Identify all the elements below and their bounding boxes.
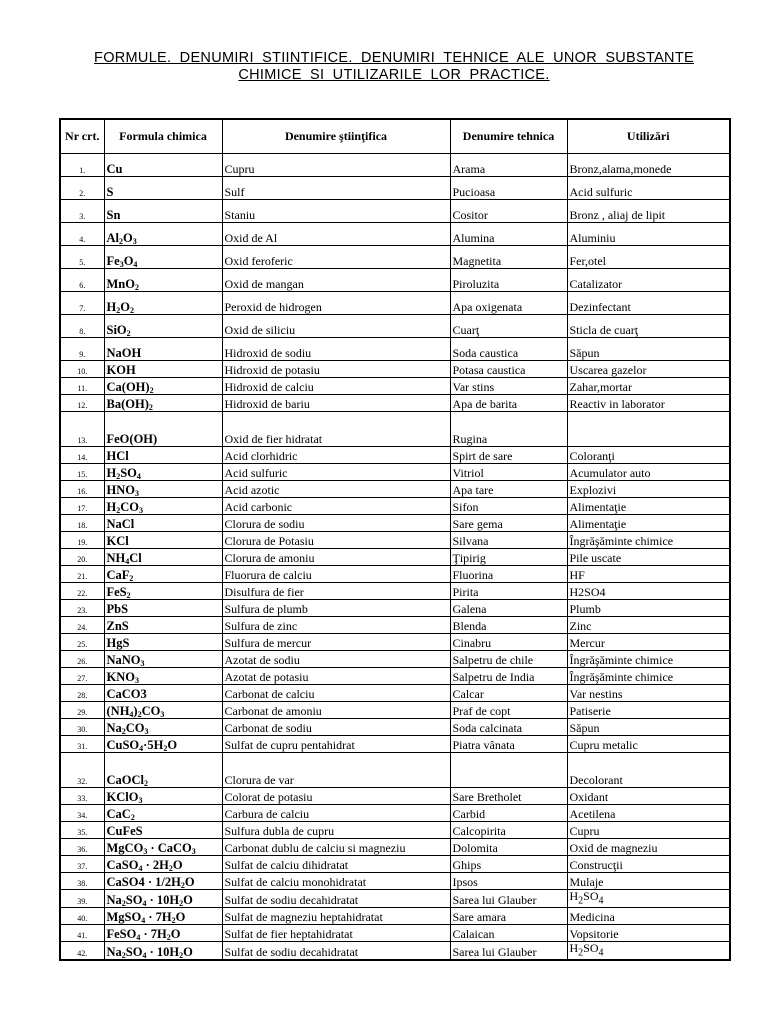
scientific-name-cell: Acid carbonic xyxy=(222,497,450,514)
technical-name-cell xyxy=(450,752,567,787)
scientific-name-cell: Carbonat de calciu xyxy=(222,684,450,701)
row-number: 19. xyxy=(60,531,104,548)
usage-cell: Vopsitorie xyxy=(567,924,730,941)
row-number: 41. xyxy=(60,924,104,941)
technical-name-cell: Sare gema xyxy=(450,514,567,531)
table-row xyxy=(60,360,730,377)
table-row xyxy=(60,787,730,804)
row-number: 38. xyxy=(60,872,104,889)
scientific-name-cell: Hidroxid de potasiu xyxy=(222,360,450,377)
table-row xyxy=(60,480,730,497)
row-number: 5. xyxy=(60,245,104,268)
scientific-name-cell: Colorat de potasiu xyxy=(222,787,450,804)
row-number: 26. xyxy=(60,650,104,667)
formula-cell: Sn xyxy=(104,199,222,222)
formula-cell: $KNO_3$ xyxy=(104,667,222,684)
usage-cell: Zahar,mortar xyxy=(567,377,730,394)
row-number: 3. xyxy=(60,199,104,222)
table-row xyxy=(60,565,730,582)
row-number: 37. xyxy=(60,855,104,872)
technical-name-cell: Cinabru xyxy=(450,633,567,650)
table-row xyxy=(60,804,730,821)
usage-cell: Oxidant xyxy=(567,787,730,804)
technical-name-cell: Galena xyxy=(450,599,567,616)
formula-cell: KCl xyxy=(104,531,222,548)
technical-name-cell: Silvana xyxy=(450,531,567,548)
technical-name-cell: Cuarţ xyxy=(450,314,567,337)
usage-cell: Săpun xyxy=(567,718,730,735)
usage-cell: Oxid de magneziu xyxy=(567,838,730,855)
row-number: 40. xyxy=(60,907,104,924)
formula-cell: CaCO3 xyxy=(104,684,222,701)
row-number: 20. xyxy=(60,548,104,565)
table-row xyxy=(60,337,730,360)
row-number: 1. xyxy=(60,153,104,176)
scientific-name-cell: Carbura de calciu xyxy=(222,804,450,821)
row-number: 11. xyxy=(60,377,104,394)
row-number: 39. xyxy=(60,889,104,907)
usage-cell: Cupru xyxy=(567,821,730,838)
header-nr: Nr crt. xyxy=(60,119,104,153)
scientific-name-cell: Sulfat de calciu dihidratat xyxy=(222,855,450,872)
formula-cell: $(NH_4)_2CO_3$ xyxy=(104,701,222,718)
scientific-name-cell: Sulfura dubla de cupru xyxy=(222,821,450,838)
technical-name-cell: Rugina xyxy=(450,411,567,446)
formula-cell: CaSO$_4$ · $2H_2O$ xyxy=(104,855,222,872)
technical-name-cell: Dolomita xyxy=(450,838,567,855)
technical-name-cell: Calcar xyxy=(450,684,567,701)
row-number: 28. xyxy=(60,684,104,701)
table-row xyxy=(60,176,730,199)
usage-cell: Bronz,alama,monede xyxy=(567,153,730,176)
scientific-name-cell: Clorura de Potasiu xyxy=(222,531,450,548)
technical-name-cell: Apa de barita xyxy=(450,394,567,411)
usage-cell: Îngrăşăminte chimice xyxy=(567,531,730,548)
table-row xyxy=(60,735,730,752)
usage-cell: Patiserie xyxy=(567,701,730,718)
scientific-name-cell: Clorura de sodiu xyxy=(222,514,450,531)
table-row xyxy=(60,855,730,872)
technical-name-cell: Magnetita xyxy=(450,245,567,268)
technical-name-cell: Piroluzita xyxy=(450,268,567,291)
scientific-name-cell: Oxid de siliciu xyxy=(222,314,450,337)
technical-name-cell: Salpetru de chile xyxy=(450,650,567,667)
row-number: 32. xyxy=(60,752,104,787)
formula-cell: $CuSO_4\cdot 5H_2O$ xyxy=(104,735,222,752)
formula-cell: Cu xyxy=(104,153,222,176)
table-row xyxy=(60,633,730,650)
row-number: 9. xyxy=(60,337,104,360)
scientific-name-cell: Sulfat de cupru pentahidrat xyxy=(222,735,450,752)
row-number: 18. xyxy=(60,514,104,531)
scientific-name-cell: Acid clorhidric xyxy=(222,446,450,463)
table-header-row xyxy=(60,119,730,153)
row-number: 4. xyxy=(60,222,104,245)
scientific-name-cell: Acid azotic xyxy=(222,480,450,497)
table-row xyxy=(60,889,730,907)
row-number: 7. xyxy=(60,291,104,314)
scientific-name-cell: Cupru xyxy=(222,153,450,176)
formula-cell: HgS xyxy=(104,633,222,650)
row-number: 23. xyxy=(60,599,104,616)
row-number: 12. xyxy=(60,394,104,411)
usage-cell: Explozivi xyxy=(567,480,730,497)
usage-cell: Medicina xyxy=(567,907,730,924)
header-stiintifica: Denumire ştiinţifica xyxy=(222,119,450,153)
technical-name-cell: Apa oxigenata xyxy=(450,291,567,314)
formula-cell: NaNO$_3$ xyxy=(104,650,222,667)
row-number: 8. xyxy=(60,314,104,337)
usage-cell: Pile uscate xyxy=(567,548,730,565)
formula-cell: MgCO$_3$ · CaCO$_3$ xyxy=(104,838,222,855)
row-number: 24. xyxy=(60,616,104,633)
row-number: 29. xyxy=(60,701,104,718)
technical-name-cell: Sarea lui Glauber xyxy=(450,941,567,960)
usage-cell: Decolorant xyxy=(567,752,730,787)
row-number: 25. xyxy=(60,633,104,650)
table-row xyxy=(60,616,730,633)
table-row xyxy=(60,222,730,245)
row-number: 6. xyxy=(60,268,104,291)
usage-cell: Zinc xyxy=(567,616,730,633)
header-formula: Formula chimica xyxy=(104,119,222,153)
formula-cell: $Ba(OH)_2$ xyxy=(104,394,222,411)
formula-cell: $Al_2O_3$ xyxy=(104,222,222,245)
scientific-name-cell: Sulf xyxy=(222,176,450,199)
technical-name-cell: Salpetru de India xyxy=(450,667,567,684)
scientific-name-cell: Sulfura de zinc xyxy=(222,616,450,633)
table-row xyxy=(60,497,730,514)
row-number: 22. xyxy=(60,582,104,599)
header-utilizari: Utilizări xyxy=(567,119,730,153)
scientific-name-cell: Staniu xyxy=(222,199,450,222)
table-row xyxy=(60,153,730,176)
scientific-name-cell: Carbonat de amoniu xyxy=(222,701,450,718)
table-row xyxy=(60,245,730,268)
technical-name-cell: Apa tare xyxy=(450,480,567,497)
row-number: 13. xyxy=(60,411,104,446)
scientific-name-cell: Sulfat de sodiu decahidratat xyxy=(222,889,450,907)
row-number: 17. xyxy=(60,497,104,514)
formula-cell: $Na_2SO_4 \cdot 10H_2O$ xyxy=(104,889,222,907)
row-number: 42. xyxy=(60,941,104,960)
scientific-name-cell: Hidroxid de bariu xyxy=(222,394,450,411)
scientific-name-cell: Peroxid de hidrogen xyxy=(222,291,450,314)
formula-cell: $Na_2CO_3$ xyxy=(104,718,222,735)
scientific-name-cell: Oxid de fier hidratat xyxy=(222,411,450,446)
scientific-name-cell: Oxid de mangan xyxy=(222,268,450,291)
formula-cell: CaSO4 · $1/2H_2O$ xyxy=(104,872,222,889)
table-row xyxy=(60,199,730,222)
usage-cell: $H_2SO_4$ xyxy=(567,889,730,907)
table-row xyxy=(60,463,730,480)
scientific-name-cell: Hidroxid de sodiu xyxy=(222,337,450,360)
usage-cell: Mulaje xyxy=(567,872,730,889)
usage-cell: Alimentaţie xyxy=(567,514,730,531)
technical-name-cell: Sare Bretholet xyxy=(450,787,567,804)
table-row xyxy=(60,650,730,667)
usage-cell: Dezinfectant xyxy=(567,291,730,314)
scientific-name-cell: Oxid feroferic xyxy=(222,245,450,268)
usage-cell: Săpun xyxy=(567,337,730,360)
table-row xyxy=(60,701,730,718)
table-row xyxy=(60,377,730,394)
usage-cell: Acid sulfuric xyxy=(567,176,730,199)
formula-cell: $Ca(OH)_2$ xyxy=(104,377,222,394)
usage-cell: H2SO4 xyxy=(567,582,730,599)
usage-cell: Catalizator xyxy=(567,268,730,291)
table-row xyxy=(60,821,730,838)
usage-cell: Îngrăşăminte chimice xyxy=(567,650,730,667)
title-line-1: FORMULE. DENUMIRI STIINTIFICE. DENUMIRI TEHNICE ALE UNOR SUBSTANTE xyxy=(94,50,694,66)
header-tehnica: Denumire tehnica xyxy=(450,119,567,153)
technical-name-cell: Var stins xyxy=(450,377,567,394)
technical-name-cell: Fluorina xyxy=(450,565,567,582)
technical-name-cell: Arama xyxy=(450,153,567,176)
table-row xyxy=(60,314,730,337)
usage-cell: Var nestins xyxy=(567,684,730,701)
scientific-name-cell: Carbonat de sodiu xyxy=(222,718,450,735)
scientific-name-cell: Hidroxid de calciu xyxy=(222,377,450,394)
usage-cell: Îngrăşăminte chimice xyxy=(567,667,730,684)
formula-cell: $HNO_3$ xyxy=(104,480,222,497)
scientific-name-cell: Oxid de Al xyxy=(222,222,450,245)
row-number: 31. xyxy=(60,735,104,752)
scientific-name-cell: Azotat de potasiu xyxy=(222,667,450,684)
usage-cell: Construcţii xyxy=(567,855,730,872)
technical-name-cell: Sifon xyxy=(450,497,567,514)
scientific-name-cell: Azotat de sodiu xyxy=(222,650,450,667)
technical-name-cell: Potasa caustica xyxy=(450,360,567,377)
technical-name-cell: Praf de copt xyxy=(450,701,567,718)
formula-cell: S xyxy=(104,176,222,199)
scientific-name-cell: Clorura de amoniu xyxy=(222,548,450,565)
technical-name-cell: Blenda xyxy=(450,616,567,633)
row-number: 36. xyxy=(60,838,104,855)
row-number: 33. xyxy=(60,787,104,804)
formula-cell: HCl xyxy=(104,446,222,463)
row-number: 30. xyxy=(60,718,104,735)
table-row xyxy=(60,394,730,411)
scientific-name-cell: Acid sulfuric xyxy=(222,463,450,480)
formula-cell: KClO$_3$ xyxy=(104,787,222,804)
scientific-name-cell: Sulfat de magneziu heptahidratat xyxy=(222,907,450,924)
usage-cell: Plumb xyxy=(567,599,730,616)
scientific-name-cell: Sulfura de mercur xyxy=(222,633,450,650)
table-row xyxy=(60,411,730,446)
table-row xyxy=(60,548,730,565)
usage-cell: Mercur xyxy=(567,633,730,650)
formula-cell: MnO$_2$ xyxy=(104,268,222,291)
table-row xyxy=(60,446,730,463)
technical-name-cell: Ipsos xyxy=(450,872,567,889)
technical-name-cell: Piatra vânata xyxy=(450,735,567,752)
technical-name-cell: Pirita xyxy=(450,582,567,599)
usage-cell: $H_2SO_4$ xyxy=(567,941,730,960)
usage-cell: Fer,otel xyxy=(567,245,730,268)
technical-name-cell: Vitriol xyxy=(450,463,567,480)
usage-cell: Acetilena xyxy=(567,804,730,821)
formula-cell: FeO(OH) xyxy=(104,411,222,446)
row-number: 2. xyxy=(60,176,104,199)
table-row xyxy=(60,582,730,599)
formula-cell: FeS$_2$ xyxy=(104,582,222,599)
usage-cell: HF xyxy=(567,565,730,582)
row-number: 34. xyxy=(60,804,104,821)
formula-cell: CuFeS xyxy=(104,821,222,838)
table-row xyxy=(60,531,730,548)
technical-name-cell: Ghips xyxy=(450,855,567,872)
technical-name-cell: Alumina xyxy=(450,222,567,245)
formula-cell: KOH xyxy=(104,360,222,377)
table-row xyxy=(60,924,730,941)
scientific-name-cell: Sulfat de calciu monohidratat xyxy=(222,872,450,889)
table-row xyxy=(60,667,730,684)
formula-cell: SiO$_2$ xyxy=(104,314,222,337)
scientific-name-cell: Fluorura de calciu xyxy=(222,565,450,582)
formula-cell: FeSO$_4$ · $7H_2O$ xyxy=(104,924,222,941)
formula-cell: $H_2SO_4$ xyxy=(104,463,222,480)
row-number: 21. xyxy=(60,565,104,582)
technical-name-cell: Sarea lui Glauber xyxy=(450,889,567,907)
formula-cell: $Na_2SO_4 \cdot 10H_2O$ xyxy=(104,941,222,960)
row-number: 15. xyxy=(60,463,104,480)
technical-name-cell: Calaican xyxy=(450,924,567,941)
table-row xyxy=(60,514,730,531)
formula-cell: CaF$_2$ xyxy=(104,565,222,582)
technical-name-cell: Cositor xyxy=(450,199,567,222)
usage-cell: Bronz , aliaj de lipit xyxy=(567,199,730,222)
technical-name-cell: Spirt de sare xyxy=(450,446,567,463)
formula-cell: PbS xyxy=(104,599,222,616)
title-line-2: CHIMICE SI UTILIZARILE LOR PRACTICE. xyxy=(238,67,550,83)
technical-name-cell: Soda calcinata xyxy=(450,718,567,735)
table-row xyxy=(60,872,730,889)
formula-cell: ZnS xyxy=(104,616,222,633)
usage-cell xyxy=(567,411,730,446)
usage-cell: Acumulator auto xyxy=(567,463,730,480)
usage-cell: Aluminiu xyxy=(567,222,730,245)
table-row xyxy=(60,838,730,855)
row-number: 10. xyxy=(60,360,104,377)
technical-name-cell: Soda caustica xyxy=(450,337,567,360)
technical-name-cell: Calcopirita xyxy=(450,821,567,838)
formula-cell: $Fe_3O_4$ xyxy=(104,245,222,268)
formula-cell: NaOH xyxy=(104,337,222,360)
formula-cell: $H_2CO_3$ xyxy=(104,497,222,514)
table-row xyxy=(60,718,730,735)
technical-name-cell: Carbid xyxy=(450,804,567,821)
usage-cell: Uscarea gazelor xyxy=(567,360,730,377)
formula-cell: CaOCl$_2$ xyxy=(104,752,222,787)
technical-name-cell: Ţipirig xyxy=(450,548,567,565)
technical-name-cell: Sare amara xyxy=(450,907,567,924)
scientific-name-cell: Sulfura de plumb xyxy=(222,599,450,616)
scientific-name-cell: Clorura de var xyxy=(222,752,450,787)
table-row xyxy=(60,752,730,787)
scientific-name-cell: Disulfura de fier xyxy=(222,582,450,599)
formula-cell: NaCl xyxy=(104,514,222,531)
formula-cell: $NH_4Cl$ xyxy=(104,548,222,565)
table-row xyxy=(60,268,730,291)
scientific-name-cell: Sulfat de fier heptahidratat xyxy=(222,924,450,941)
row-number: 16. xyxy=(60,480,104,497)
table-row xyxy=(60,291,730,314)
table-row xyxy=(60,941,730,960)
scientific-name-cell: Carbonat dublu de calciu si magneziu xyxy=(222,838,450,855)
technical-name-cell: Pucioasa xyxy=(450,176,567,199)
row-number: 35. xyxy=(60,821,104,838)
row-number: 14. xyxy=(60,446,104,463)
usage-cell: Alimentaţie xyxy=(567,497,730,514)
usage-cell: Reactiv in laborator xyxy=(567,394,730,411)
row-number: 27. xyxy=(60,667,104,684)
document-title xyxy=(60,50,728,84)
formula-cell: CaC$_2$ xyxy=(104,804,222,821)
formula-cell: $H_2O_2$ xyxy=(104,291,222,314)
scientific-name-cell: Sulfat de sodiu decahidratat xyxy=(222,941,450,960)
table-row xyxy=(60,907,730,924)
usage-cell: Cupru metalic xyxy=(567,735,730,752)
usage-cell: Sticla de cuarţ xyxy=(567,314,730,337)
table-row xyxy=(60,599,730,616)
usage-cell: Coloranţi xyxy=(567,446,730,463)
substances-table xyxy=(59,118,731,961)
formula-cell: MgSO$_4$ · $7H_2O$ xyxy=(104,907,222,924)
table-row xyxy=(60,684,730,701)
